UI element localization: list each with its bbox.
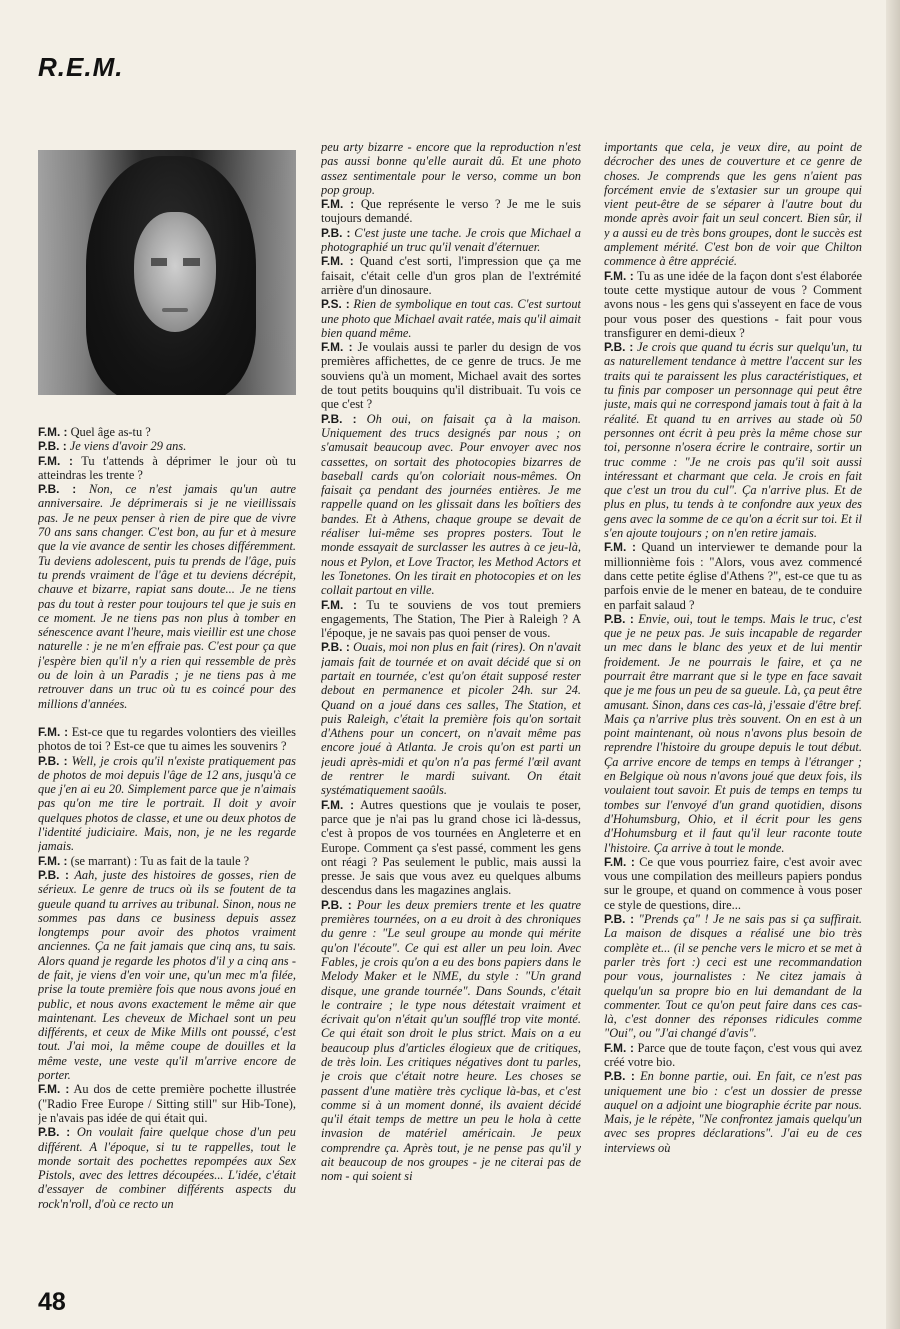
answer-text: Rien de symbolique en tout cas. C'est surtout une photo que Michael avait ratée, mais qu'il aimait bien quand même. <box>321 297 581 340</box>
interview-paragraph <box>38 425 296 439</box>
speaker-label: P.B. : <box>38 1125 71 1140</box>
question-text: Tu te souviens de vos tout premiers engagements, The Station, The Pier à Raleigh ? A l'époque, je ne savais pas quoi penser de vous. <box>321 597 581 641</box>
speaker-label: P.B. : <box>321 411 357 426</box>
question-text: Quand un interviewer te demande pour la millionnième fois : "Alors, vous avez commencé dans cette petite église d'Athens ?", est-ce que tu as parfois envie de le mener en bateau, de te conduire en parfait salaud ? <box>604 540 862 612</box>
answer-text: Non, ce n'est jamais qu'un autre anniversaire. Je déprimerais si je ne vieillissais pas. Je ne peux penser à rien de pire que de vivre 70 ans sans changer. C'est bon, au fur et à mesure que la vie avance de sentir les choses différemment. Tu deviens adolescent, puis tu prends de l'âge, puis tu prends vraiment de l'âge et tu deviens décrépit, chauve et bizarre, rapiat sans doute... Je ne tiens pas du tout à rester pour toujours tel que je suis en ce moment. Je ne tiens pas non plus à tomber en sénescence avant l'heure, mais vieillir est une chose naturelle : je ne m'en effraie pas. C'est pour ça que j'espère bien qu'il n'y a rien qui ressemble de près ou de loin à un Paradis ; je ne tiens pas à me retrouver dans un truc où tu es coincé pour des millions d'années. <box>38 482 296 711</box>
speaker-label: P.B. : <box>38 867 69 882</box>
speaker-label: P.B. : <box>321 225 351 240</box>
interview-paragraph <box>321 340 581 411</box>
speaker-label: F.M. : <box>604 1040 634 1055</box>
speaker-label: F.M. : <box>38 853 68 868</box>
interview-paragraph <box>38 868 296 1082</box>
page-edge-shadow <box>886 0 900 1329</box>
speaker-label: F.M. : <box>321 254 354 269</box>
interview-paragraph <box>321 598 581 641</box>
speaker-label: P.B. : <box>604 1069 635 1084</box>
interview-paragraph <box>38 1082 296 1125</box>
speaker-label: F.M. : <box>38 1082 70 1097</box>
speaker-label: F.M. : <box>604 268 634 283</box>
speaker-label: P.B. : <box>38 482 77 497</box>
speaker-label: P.B. : <box>321 897 352 912</box>
question-text: Parce que de toute façon, c'est vous qui avez créé votre bio. <box>604 1040 862 1069</box>
interview-paragraph <box>604 855 862 912</box>
interview-paragraph <box>321 640 581 797</box>
interview-paragraph <box>38 854 296 868</box>
speaker-label: F.M. : <box>321 340 353 355</box>
interview-paragraph <box>321 197 581 226</box>
answer-text: On voulait faire quelque chose d'un peu différent. A l'époque, si tu te rappelles, tout le monde sortait des pochettes repompées aux Sex Pistols, avec des lettres découpées... L'idée, c'était d'essayer de combiner différents aspects du rock'n'roll, d'où ce recto un <box>38 1125 296 1211</box>
speaker-label: F.M. : <box>38 724 69 739</box>
speaker-label: P.B. : <box>604 912 635 927</box>
speaker-label: P.S. : <box>321 297 350 312</box>
speaker-label: F.M. : <box>321 797 355 812</box>
interview-paragraph <box>38 439 296 453</box>
interview-paragraph <box>604 140 862 269</box>
text-column-3 <box>604 140 862 1285</box>
text-column-1 <box>38 150 296 1285</box>
speaker-label: F.M. : <box>321 197 355 212</box>
text-column-2 <box>321 140 581 1285</box>
interview-paragraph <box>321 898 581 1184</box>
interview-paragraph <box>321 412 581 598</box>
answer-text: Pour les deux premiers trente et les quatre premières tournées, on a eu droit à des chroniques du genre : "Le seul groupe au monde qui mérite qu'on l'écoute". Ce qui est aller un peu loin. Avec Fables, je crois qu'on a eu des bons papiers dans le Melody Maker et le NME, du style : "Un grand disque, une grande tournée". Dans Sounds, c'était le contraire ; le type nous détestait vraiment et écrivait qu'on n'était qu'un soufflé trop vite monté. Ce qui était son droit le plus strict. Mais on a eu beaucoup plus d'articles élogieux que de critiques, de très loin. Les critiques négatives dont tu parles, je crois que c'était notre heure. Les choses se passent d'une matière très cyclique là-bas, et c'est comme si à un moment donné, ils avaient décidé qu'il était temps de mettre un peu le hola à cette invasion de matériel américain. Je peux comprendre ça. Après tout, je ne pense pas qu'il y ait beaucoup de nos groupes - je ne citerai pas de nom - qui soient si <box>321 897 581 1184</box>
question-text: Quel âge as-tu ? <box>70 425 151 439</box>
question-text: Autres questions que je voulais te poser, parce que je n'ai pas lu grand chose ici là-dessus, c'est à propos de vos tournées en Angleterre et en Europe. Comment ça s'est passé, comment les gens ont réagi ? Pas seulement le public, mais aussi la presse. Je sais que vous avez eu quelques albums descendus dans les magazines anglais. <box>321 797 581 898</box>
interview-paragraph <box>321 297 581 340</box>
answer-text: Je viens d'avoir 29 ans. <box>69 439 187 454</box>
answer-text: Ouais, moi non plus en fait (rires). On n'avait jamais fait de tournée et on avait décidé que si on partait en tournée, c'est qu'on était supposé rester debout en permanence et picoler 24h. sur 24. Quand on a joué dans ces salles, The Station, et puis Raleigh, c'était la première fois qu'on sortait d'Athens pour un concert, on n'avait même pas encore joué à Atlanta. Je crois qu'on est parti un jeudi après-midi et qu'on n'a pas fermé l'œil avant de rentrer le mardi suivant. On était systématiquement saoûls. <box>321 640 581 798</box>
interview-paragraph <box>604 1069 862 1155</box>
interview-paragraph <box>38 482 296 711</box>
section-masthead: R.E.M. <box>38 52 124 82</box>
interview-paragraph <box>321 254 581 297</box>
speaker-label: F.M. : <box>38 425 68 439</box>
answer-text: Envie, oui, tout le temps. Mais le truc, c'est que je ne peux pas. Je suis incapable de regarder un mec dans le blanc des yeux et de lui mentir froidement. Je ne pourrais le faire, et ça ne pourrait être marrant que si le type en face savait que je me fous un peu de sa gueule. Là, ça peut être amusant. Sinon, dans ces cas-là, j'essaie d'être bref. Mais ça n'arrive plus très souvent. On en est à un point maintenant, où nous n'avons plus besoin de reprendre l'histoire du groupe depuis le tout début. Ça arrive encore de temps en temps à l'étranger ; en Belgique où nous n'avons joué que deux fois, ils voulaient tout savoir. Et puis de temps en temps tu tombes sur l'envoyé d'un grand quotidien, disons d'Hohumsburg, Ohio, et il écrit pour les gens d'Hohumsburg et il faut qu'il leur raconte toute l'histoire. Ça arrive à tout le monde. <box>604 611 862 855</box>
interview-paragraph <box>604 612 862 855</box>
answer-text: Oh oui, on faisait ça à la maison. Uniquement des trucs designés par nous ; on s'amusait beaucoup avec. Pour envoyer avec nos cassettes, on sortait des photocopies bizarres de baseball cards qu'on coloriait nous-mêmes. On faisait ça pendant des journées entières. Je me rappelle quand on les glissait dans les boîtiers des bandes. Et à Athens, chaque groupe se devait de réaliser lui-même ses propres posters. Tout le monde essayait de surclasser les autres à ce jeu-là, nous et Pylon, et Love Tractor, les Method Actors et les Tonetones. On les tirait en photocopies et on les collait partout en ville. <box>321 411 581 598</box>
speaker-label: P.B. : <box>321 640 350 655</box>
interview-paragraph <box>604 1041 862 1070</box>
question-text: Au dos de cette première pochette illustrée ("Radio Free Europe / Sitting still" sur Hib-Tone), je n'avais pas idée de qui était qui. <box>38 1082 296 1125</box>
interview-paragraph <box>321 226 581 255</box>
interview-paragraph <box>604 340 862 540</box>
speaker-label: P.B. : <box>38 753 68 768</box>
answer-text: "Prends ça" ! Je ne sais pas si ça suffirait. La maison de disques a réalisé une bio très complète et... (il se penche vers le micro et se met à parler très fort :) ceci est une recommandation pour vous, journalistes : Ne citez jamais à quelqu'un sa propre bio en lui demandant de la commenter. Tout ce qu'on peut faire dans ces cas-là, c'est donner des réponses ridicules comme "Oui", ou "J'ai changé d'avis". <box>604 912 862 1041</box>
question-text: Quand c'est sorti, l'impression que ça me faisait, c'était celle d'un gros plan de l'extrémité arrière d'un dinosaure. <box>321 254 581 297</box>
answer-text: En bonne partie, oui. En fait, ce n'est pas uniquement une bio : c'est un dossier de presse auquel on a adjoint une biographie écrite par nous. Mais, je le répète, "Ne confrontez jamais quelqu'un avec ses propres déclarations". J'ai eu de ces interviews où <box>604 1069 862 1155</box>
question-text: Tu t'attends à déprimer le jour où tu atteindras les trente ? <box>38 453 296 482</box>
question-text: Je voulais aussi te parler du design de vos premières affichettes, de ce genre de trucs. Je me souviens qu'à un moment, Michael avait des sortes de tout petits bouquins qu'il distribuait. Tu vois ce que c'est ? <box>321 340 581 412</box>
question-text: Que représente le verso ? Je me le suis toujours demandé. <box>321 197 581 226</box>
question-text: Est-ce que tu regardes volontiers des vieilles photos de toi ? Est-ce que tu aimes les souvenirs ? <box>38 724 296 754</box>
answer-text: peu arty bizarre - encore que la reproduction n'est pas aussi bonne qu'elle aurait dû. Et une photo assez sentimentale pour le verso, comme un bon pop group. <box>321 140 581 197</box>
portrait-photo <box>38 150 296 395</box>
speaker-label: P.B. : <box>38 439 67 454</box>
question-text: (se marrant) : Tu as fait de la taule ? <box>70 853 250 868</box>
speaker-label: P.B. : <box>604 340 634 355</box>
interview-paragraph <box>604 912 862 1041</box>
page-number: 48 <box>38 1288 66 1316</box>
interview-paragraph <box>604 269 862 340</box>
question-text: Tu as une idée de la façon dont s'est élaborée toute cette mystique autour de vous ? Comment avons nous - les gens qui s'asseyent en face de vous pour vous poser des questions - fait pour vous transfigurer en demi-dieux ? <box>604 268 862 340</box>
answer-text: Well, je crois qu'il n'existe pratiquement pas de photos de moi depuis l'âge de 12 ans, jusqu'à ce que j'en ai eu 20. Simplement parce que je n'aimais pas qu'on me tire le portrait. Il doit y avoir quelques photos de classe, et une ou deux photos de l'identité judiciaire. Mais, non, je ne les regarde jamais. <box>38 753 296 854</box>
interview-paragraph <box>38 725 296 754</box>
interview-paragraph <box>38 1125 296 1211</box>
answer-text: C'est juste une tache. Je crois que Michael a photographié un truc qu'il venait d'éternuer. <box>321 225 581 255</box>
speaker-label: F.M. : <box>604 854 635 869</box>
question-text: Ce que vous pourriez faire, c'est avoir avec vous une compilation des meilleurs papiers pondus sur le groupe, et quand on commence à vous poser ce style de questions, dire... <box>604 854 862 912</box>
speaker-label: F.M. : <box>604 540 636 555</box>
answer-text: importants que cela, je veux dire, au point de décrocher des unes de couverture et ce genre de choses. Je comprends que les gens n'aient pas forcément envie de s'extasier sur un groupe qui vient peut-être de se séparer à l'autre bout du monde après avoir fait un seul concert. Bien sûr, il y a aussi eu de très bons groupes, dont le succès est amplement mérité. C'est bon de voir que Chilton commence à être apprécié. <box>604 140 862 269</box>
speaker-label: F.M. : <box>38 453 73 468</box>
interview-paragraph <box>38 754 296 854</box>
interview-paragraph <box>321 798 581 898</box>
speaker-label: P.B. : <box>604 611 634 626</box>
interview-paragraph <box>321 140 581 197</box>
answer-text: Aah, juste des histoires de gosses, rien de sérieux. Le genre de trucs où ils se foutent de ta gueule quand tu arrives au tribunal. Sinon, nous ne sommes pas dans ce business depuis assez longtemps pour avoir des photos vraiment anciennes. Ça ne fait jamais que cinq ans, tu sais. Alors quand je regarde les photos d'il y a cinq ans - de fait, je viens d'en voir une, qu'un mec m'a filée, prise la toute première fois que nous avons joué en public, et nous avons exactement le même air que maintenant. Les cheveux de Michael sont un peu différents, et ceux de Mike Mills ont poussé, c'est tout. J'ai moi, la même coupe de douilles et la même veste, une veste qu'il m'arrive encore de porter. <box>38 867 296 1083</box>
interview-paragraph <box>38 454 296 483</box>
speaker-label: F.M. : <box>321 597 357 612</box>
interview-paragraph <box>604 540 862 611</box>
answer-text: Je crois que quand tu écris sur quelqu'un, tu as naturellement tendance à mettre l'accent sur les traits qui te paraissent les plus caractéristiques, et tu finis par composer un personnage qui peut être juste, mais qui ne correspond jamais tout à fait à la réalité. Et quand tu en arrives au stade où 50 personnes ont écrit à peu près la même chose sur toi, personne n'osera écrire le contraire, sortir un truc comme : "Je ne crois pas qu'il soit aussi intéressant et charmant que cela. Je crois en fait que c'est un trou du cul". Ça n'arrive plus. Et de plus en plus, tu tends à te confondre aux yeux des gens avec la somme de ce qu'on a écrit sur toi. Et il s'en ajoute toujours ; on n'en retire jamais. <box>604 340 862 541</box>
